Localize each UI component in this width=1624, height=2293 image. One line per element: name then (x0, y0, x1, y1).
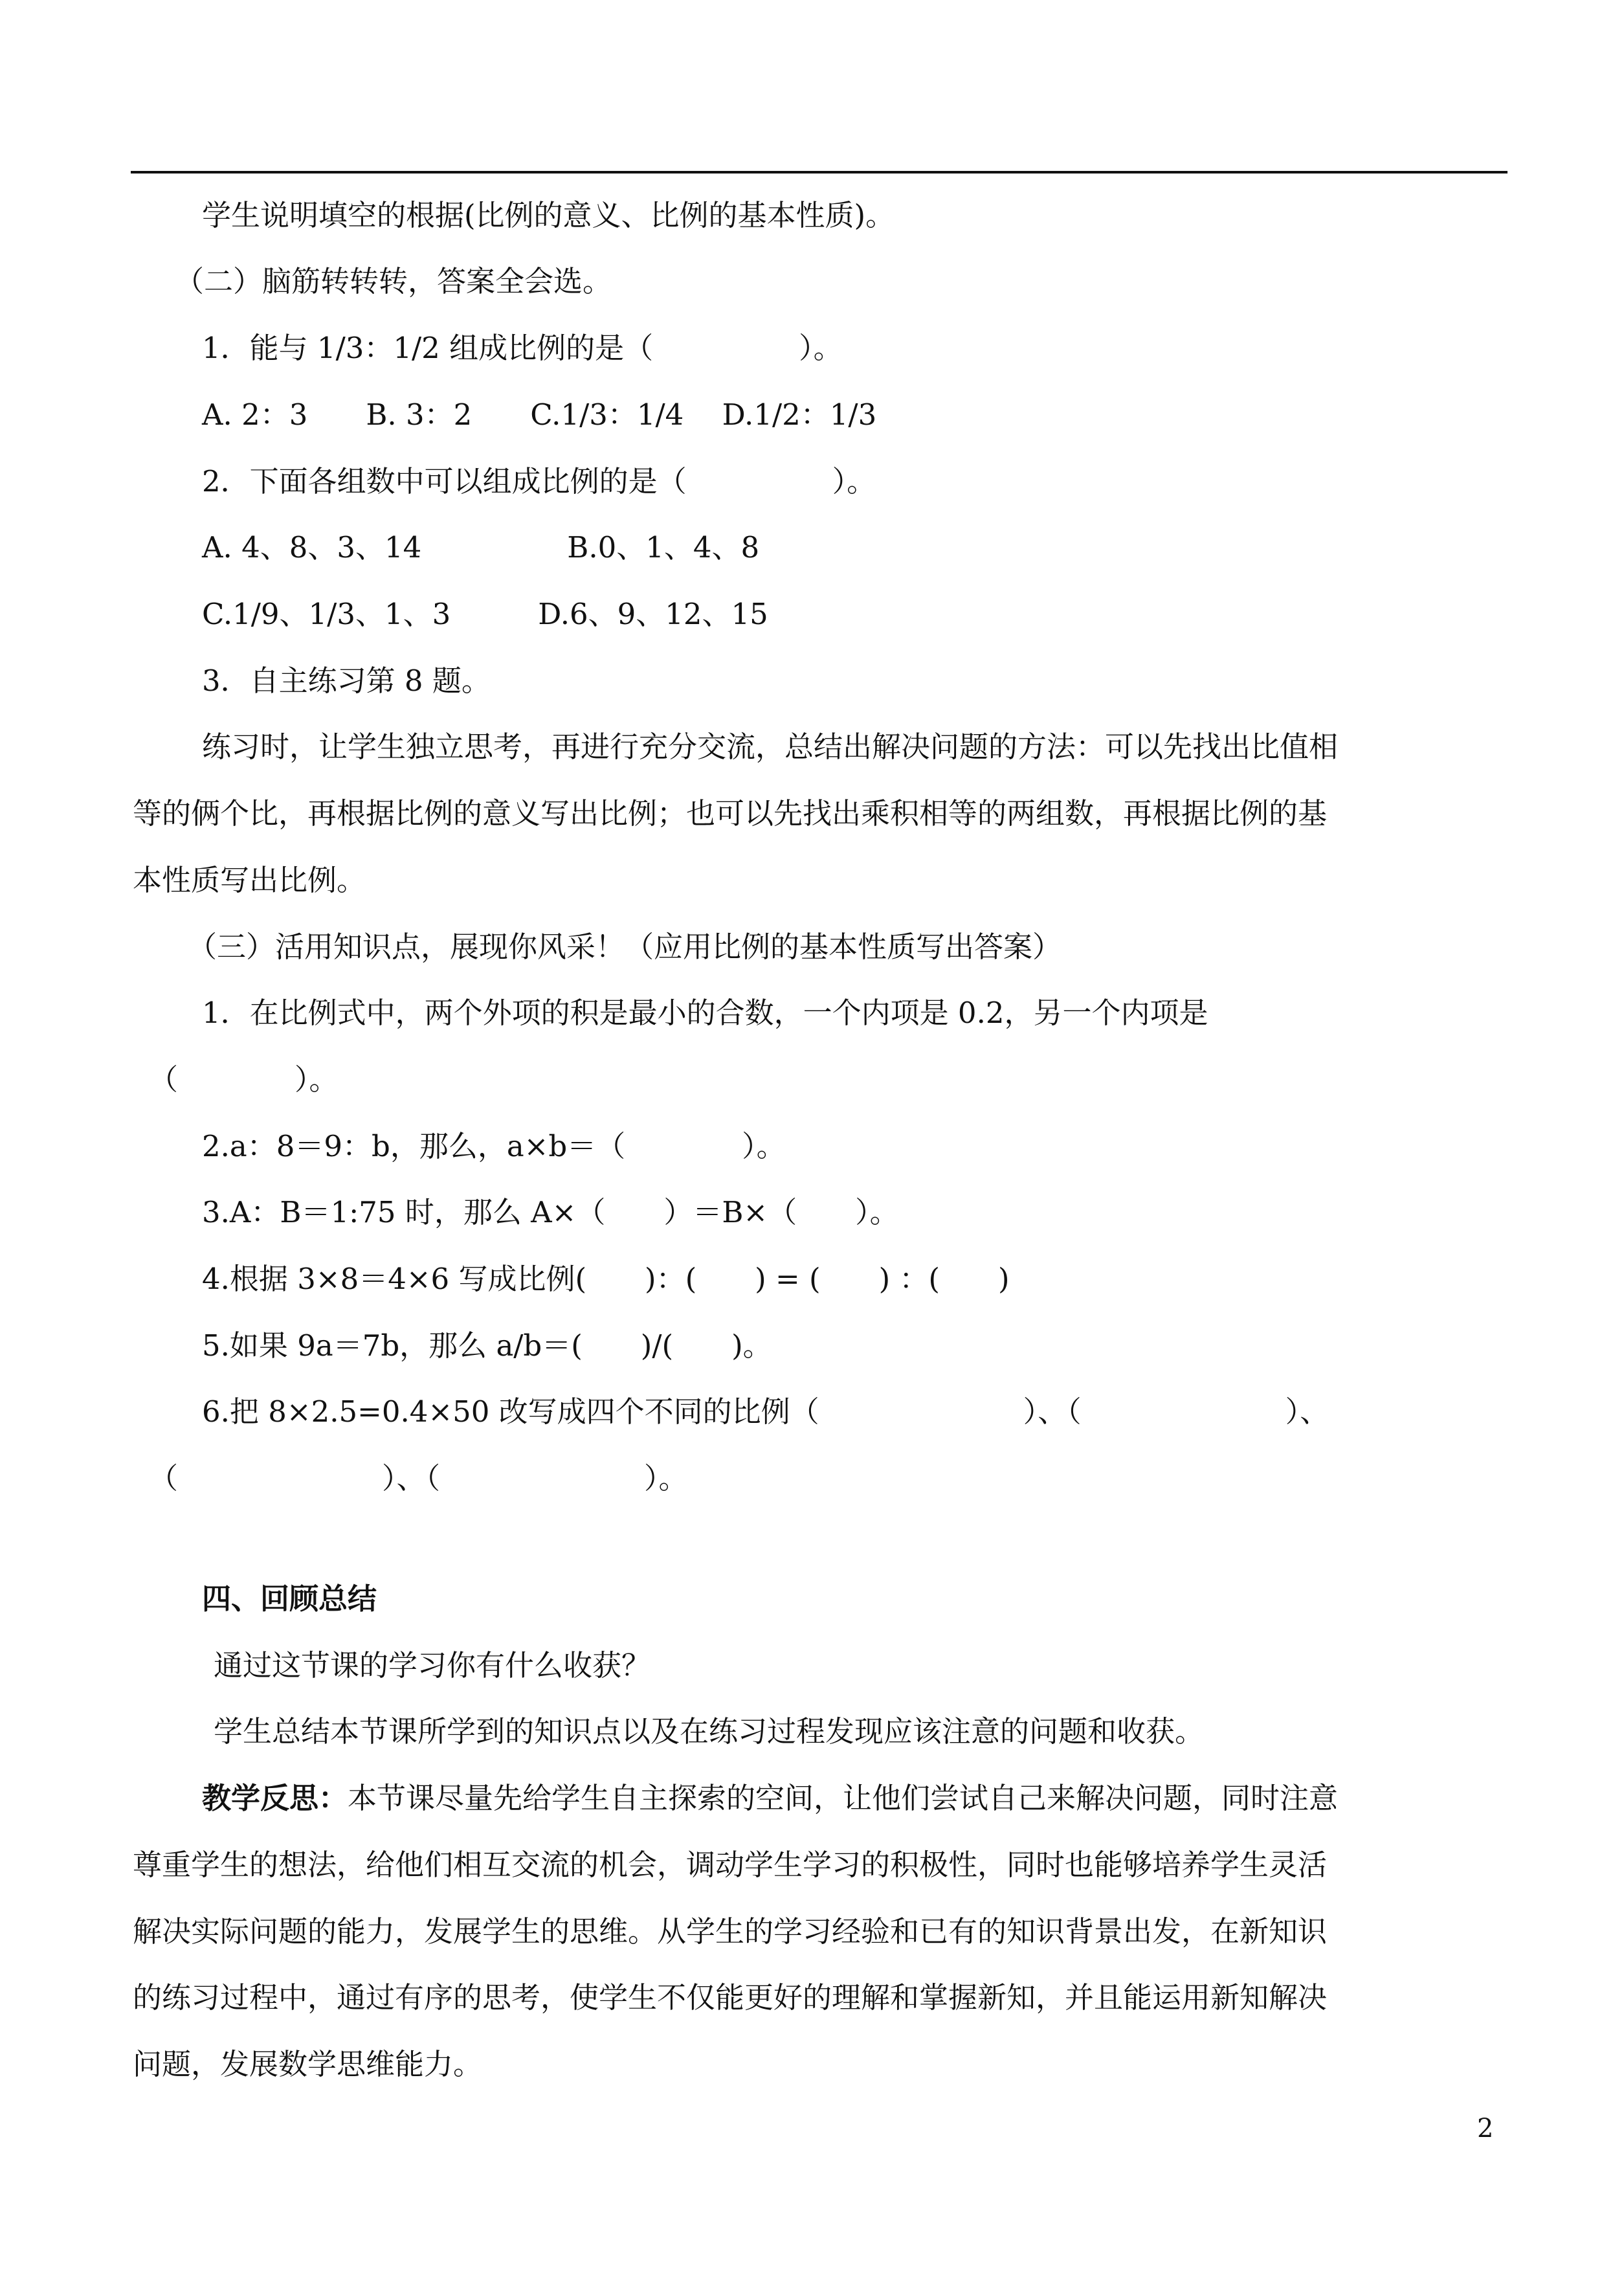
paragraph-line: 解决实际问题的能力，发展学生的思维。从学生的学习经验和已有的知识背景出发，在新知识 (133, 1914, 1328, 1949)
exercise-3: 3.A：B＝1:75 时，那么 A×（ ）＝B×（ ）。 (202, 1195, 899, 1229)
exercise-2: 2.a：8＝9：b，那么，a×b＝（ ）。 (202, 1129, 786, 1163)
paragraph-line: 本性质写出比例。 (133, 863, 366, 897)
paragraph-line: 练习时，让学生独立思考，再进行充分交流，总结出解决问题的方法：可以先找出比值相 (202, 730, 1339, 764)
exercise-6-cont: （ ）、（ ）。 (149, 1461, 688, 1495)
section-heading-3: （三）活用知识点，展现你风采！（应用比例的基本性质写出答案） (188, 930, 1062, 964)
section-heading-4: 四、回顾总结 (202, 1582, 377, 1616)
exercise-6: 6.把 8×2.5=0.4×50 改写成四个不同的比例（ ）、（ ）、 (202, 1394, 1329, 1429)
paragraph-line: 尊重学生的想法，给他们相互交流的机会，调动学生学习的积极性，同时也能够培养学生灵活 (133, 1848, 1328, 1882)
paragraph-line: 的练习过程中，通过有序的思考，使学生不仅能更好的理解和掌握新知，并且能运用新知解决 (133, 1980, 1328, 2015)
paragraph-line: 问题，发展数学思维能力。 (133, 2047, 483, 2081)
question-1: 1．能与 1/3：1/2 组成比例的是（ ）。 (202, 331, 843, 365)
reflection-line (202, 1779, 1338, 1818)
reflection-label: 教学反思： (202, 1781, 348, 1815)
options-line: C.1/9、1/3、1、3 D.6、9、12、15 (202, 597, 768, 631)
options-line: A. 4、8、3、14 B.0、1、4、8 (202, 530, 760, 565)
text-line: 学生说明填空的根据(比例的意义、比例的基本性质)。 (202, 198, 895, 232)
page-number: 2 (1477, 2114, 1494, 2143)
exercise-1: 1．在比例式中，两个外项的积是最小的合数，一个内项是 0.2，另一个内项是 (202, 996, 1208, 1030)
header-rule (131, 171, 1507, 173)
section-heading-2: （二）脑筋转转转，答案全会选。 (175, 264, 612, 298)
exercise-4: 4.根据 3×8＝4×6 写成比例( )：( ) = ( ) ：( ) (202, 1262, 1010, 1296)
text-line: 通过这节课的学习你有什么收获？ (214, 1648, 651, 1683)
question-3: 3．自主练习第 8 题。 (202, 664, 491, 698)
paragraph-line: 等的俩个比，再根据比例的意义写出比例；也可以先找出乘积相等的两组数，再根据比例的基 (133, 796, 1328, 831)
text-line: 学生总结本节课所学到的知识点以及在练习过程发现应该注意的问题和收获。 (214, 1714, 1205, 1749)
exercise-5: 5.如果 9a＝7b，那么 a/b＝( )/( )。 (202, 1328, 772, 1363)
exercise-1-blank: （ ）。 (149, 1062, 339, 1097)
reflection-text: 本节课尽量先给学生自主探索的空间，让他们尝试自己来解决问题，同时注意 (348, 1781, 1339, 1815)
options-line: A. 2：3 B. 3：2 C.1/3：1/4 D.1/2：1/3 (202, 397, 877, 432)
question-2: 2．下面各组数中可以组成比例的是（ ）。 (202, 464, 876, 498)
